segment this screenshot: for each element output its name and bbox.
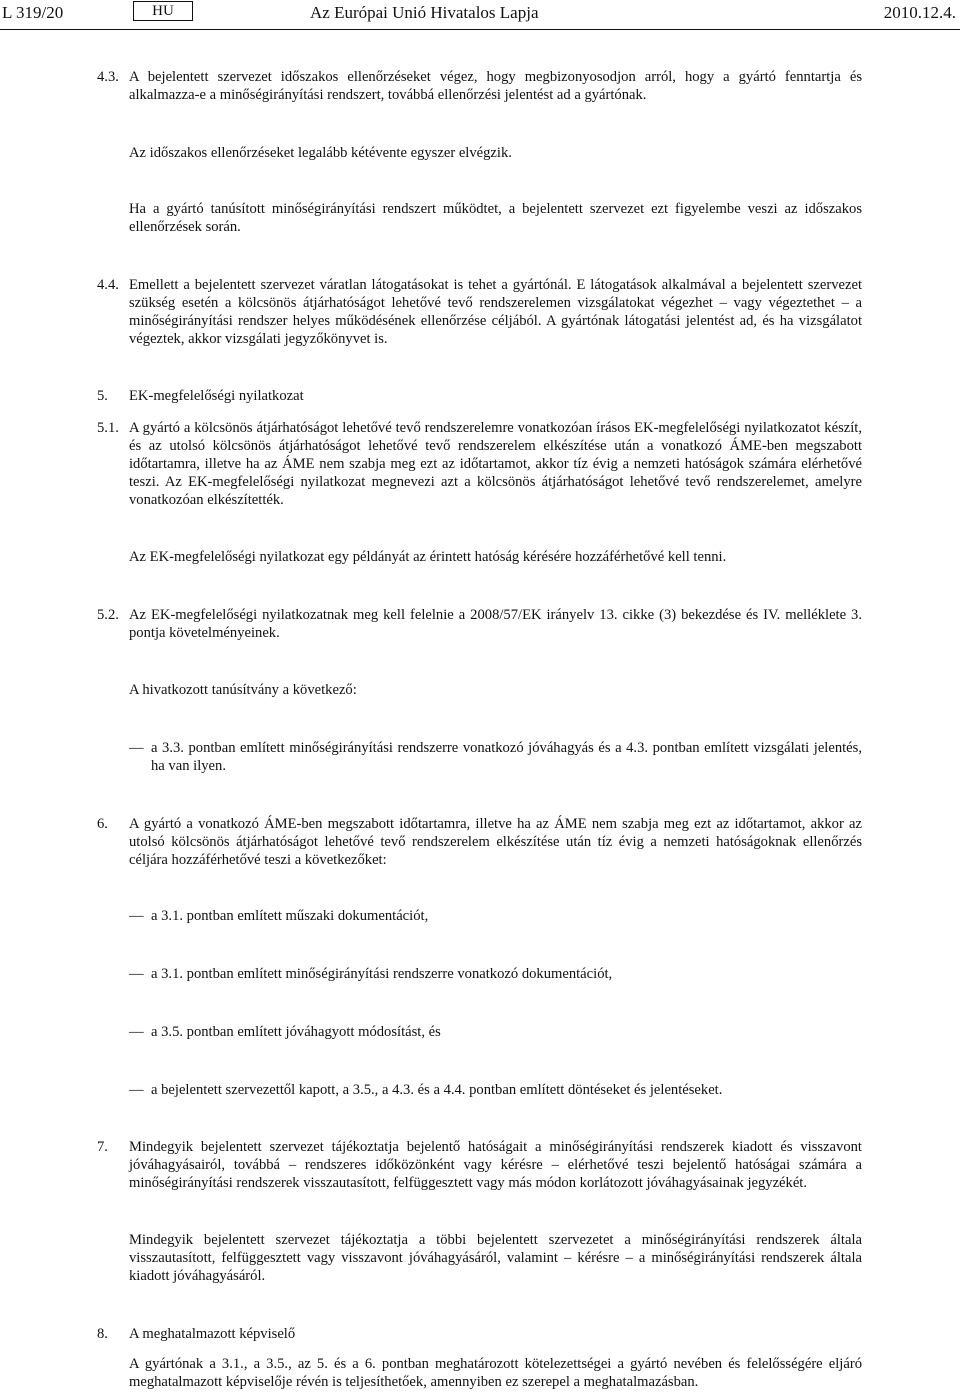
journal-title: Az Európai Unió Hivatalos Lapja (310, 3, 539, 22)
section-title: A meghatalmazott képviselő (129, 1326, 296, 1342)
paragraph-text: A gyártó a kölcsönös átjárhatóságot lehetővé tevő rendszerelemre vonatkozóan írásos EK-megfelelőségi nyilatkozatot készít, és az utolsó kölcsönös átjárhatóságot lehetővé tevő rendszerelem elkészítése után a vonatkozó ÁME-ben megszabott időtartamra, illetve ha az ÁME nem szabja meg ezt az időtartamot, akkor tíz évig a nemzeti hatóságok számára elérhetővé teszi. Az EK-megfelelőségi nyilatkozat megnevezi azt a kölcsönös átjárhatóságot lehetővé tevő rendszerelemet, amelyre vonatkozóan elkészítették. (129, 420, 862, 508)
paragraph-number: 4.3. (97, 69, 119, 85)
dash-marker: — (129, 740, 144, 756)
paragraph-4-3-c: Ha a gyártó tanúsított minőségirányítási rendszert működtet, a bejelentett szervezet ezt figyelembe veszi az időszakos ellenőrzések során. (129, 201, 862, 235)
paragraph-number: 7. (97, 1139, 108, 1155)
paragraph-text: A gyártó a vonatkozó ÁME-ben megszabott időtartamra, illetve ha az ÁME nem szabja meg ezt az időtartamot, akkor az utolsó kölcsönös átjárhatóságot lehetővé tevő rendszerelem elkészítése után tíz évig a nemzeti hatóságoknak ellenőrzés céljára hozzáférhetővé teszi a következőket: (129, 816, 862, 868)
paragraph-text: Mindegyik bejelentett szervezet tájékoztatja bejelentő hatóságait a minőségirányítási rendszerek kiadott és visszavont jóváhagyásairól, továbbá – rendszeres időközönként vagy kérésre – elérhetővé teszi bejelentő hatóságai számára a minőségirányítási rendszerek visszautasított, felfüggesztett vagy más módon korlátozott jóváhagyásainak jegyzékét. (129, 1139, 862, 1191)
paragraph-7-b: Mindegyik bejelentett szervezet tájékoztatja a többi bejelentett szervezetet a minőségirányítási rendszerek általa visszautasított, felfüggesztett vagy visszavont jóváhagyásáról, valamint – kérésre – a minőségirányítási rendszerek általa kiadott jóváhagyásáról. (129, 1232, 862, 1284)
paragraph-8: A gyártónak a 3.1., a 3.5., az 5. és a 6. pontban meghatározott kötelezettségei a gyártó nevében és felelősségére eljáró meghatalmazott képviselője révén is teljesíthetőek, amennyiben ez szerepel a meghatalmazásban. (129, 1356, 862, 1390)
paragraph-text: A bejelentett szervezet időszakos ellenőrzéseket végez, hogy megbizonyosodjon arról, hogy a gyártó fenntartja és alkalmazza-e a minőségirányítási rendszert, továbbá ellenőrzési jelentést ad a gyártónak. (129, 69, 862, 103)
paragraph-text: Emellett a bejelentett szervezet váratlan látogatásokat is tehet a gyártónál. E látogatások alkalmával a bejelentett szervezet szükség esetén a kölcsönös átjárhatóságot lehetővé tevő rendszerelemen vizsgálatokat végezhet – vagy végeztethet – a minőségirányítási rendszer helyes működésének ellenőrzése céljából. A gyártónak látogatási jelentést ad, és ha vizsgálatot végeztek, akkor vizsgálati jegyzőkönyvet is. (129, 277, 862, 347)
paragraph-5-2-b: A hivatkozott tanúsítvány a következő: (129, 682, 357, 698)
dash-item-text: a 3.1. pontban említett minőségirányítási rendszerre vonatkozó dokumentációt, (151, 966, 613, 982)
paragraph-number: 5.1. (97, 420, 119, 436)
publication-date: 2010.12.4. (883, 3, 956, 22)
section-title: EK-megfelelőségi nyilatkozat (129, 388, 304, 404)
paragraph-4-3-b: Az időszakos ellenőrzéseket legalább kétévente egyszer elvégzik. (129, 145, 512, 161)
dash-marker: — (129, 908, 144, 924)
paragraph-number: 5.2. (97, 607, 119, 623)
section-number: 8. (97, 1326, 108, 1342)
language-badge: HU (133, 1, 193, 21)
dash-item-text: a 3.3. pontban említett minőségirányítási rendszerre vonatkozó jóváhagyás és a 4.3. pontban említett vizsgálati jelentés, ha van ilyen. (151, 740, 862, 774)
paragraph-number: 4.4. (97, 277, 119, 293)
page-header (0, 0, 960, 26)
dash-marker: — (129, 1024, 144, 1040)
page-reference: L 319/20 (2, 3, 64, 22)
dash-item-text: a bejelentett szervezettől kapott, a 3.5., a 4.3. és a 4.4. pontban említett döntéseket és jelentéseket. (151, 1082, 723, 1098)
header-rule (0, 29, 960, 30)
paragraph-text: Az EK-megfelelőségi nyilatkozatnak meg kell felelnie a 2008/57/EK irányelv 13. cikke (3) bekezdése és IV. melléklete 3. pontja követelményeinek. (129, 607, 862, 641)
paragraph-number: 6. (97, 816, 108, 832)
dash-item-text: a 3.1. pontban említett műszaki dokumentációt, (151, 908, 429, 924)
paragraph-5-1-b: Az EK-megfelelőségi nyilatkozat egy példányát az érintett hatóság kérésére hozzáférhetővé kell tenni. (129, 549, 727, 565)
dash-item-text: a 3.5. pontban említett jóváhagyott módosítást, és (151, 1024, 441, 1040)
section-number: 5. (97, 388, 108, 404)
dash-marker: — (129, 1082, 144, 1098)
dash-marker: — (129, 966, 144, 982)
